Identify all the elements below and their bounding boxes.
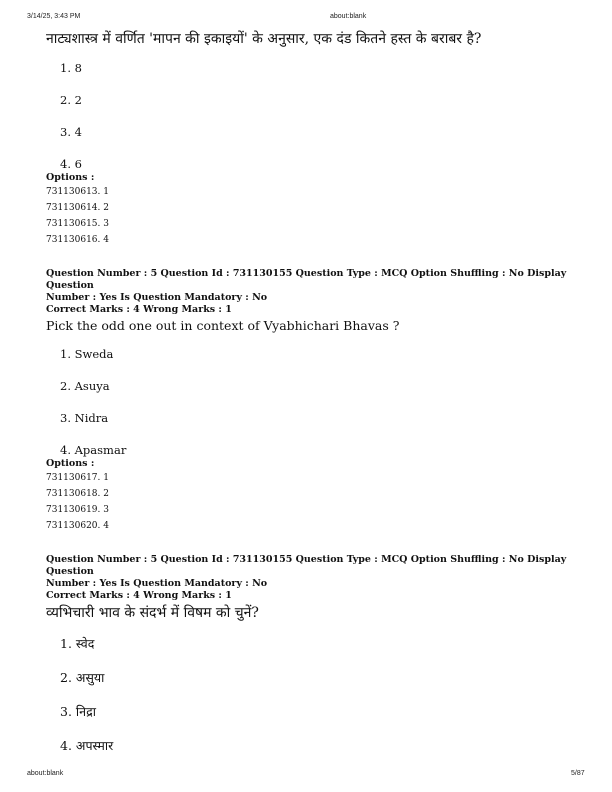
question-text-hindi-1: नाट्यशास्त्र में वर्णित 'मापन की इकाइयों' के अनुसार, एक दंड कितने हस्त के बराबर है? bbox=[46, 31, 482, 47]
option-id-1: 731130617. 1 bbox=[46, 473, 109, 483]
option-4: 4. 6 bbox=[60, 157, 82, 171]
option-2: 2. 2 bbox=[60, 93, 82, 107]
page-content bbox=[46, 29, 576, 754]
page-number: 5/87 bbox=[571, 770, 585, 777]
option-1: 1. 8 bbox=[60, 61, 82, 75]
option-3: 3. Nidra bbox=[60, 411, 109, 425]
question-meta: Question Number : 5 Question Id : 731130155 Question Type : MCQ Option Shuffling : No Display Question bbox=[46, 268, 567, 291]
option-id-2: 731130618. 2 bbox=[46, 489, 109, 499]
option-id-1: 731130613. 1 bbox=[46, 187, 109, 197]
option-2: 2. Asuya bbox=[60, 379, 110, 393]
options-label: Options : bbox=[46, 172, 95, 183]
marks-info: Correct Marks : 4 Wrong Marks : 1 bbox=[46, 304, 232, 315]
option-3: 3. निद्रा bbox=[60, 704, 96, 719]
option-4: 4. Apasmar bbox=[60, 443, 127, 457]
question-meta-cont: Number : Yes Is Question Mandatory : No bbox=[46, 292, 268, 303]
options-label: Options : bbox=[46, 458, 95, 469]
question-text-hindi-2: व्यभिचारी भाव के संदर्भ में विषम को चुनें? bbox=[46, 605, 259, 621]
option-id-3: 731130619. 3 bbox=[46, 505, 109, 515]
option-1: 1. Sweda bbox=[60, 347, 114, 361]
option-id-4: 731130616. 4 bbox=[46, 235, 109, 245]
print-url-footer: about:blank bbox=[27, 770, 64, 777]
question-meta: Question Number : 5 Question Id : 731130155 Question Type : MCQ Option Shuffling : No Display Question bbox=[46, 554, 567, 577]
print-datetime: 3/14/25, 3:43 PM bbox=[27, 13, 81, 20]
option-3: 3. 4 bbox=[60, 125, 82, 139]
option-1: 1. स्वेद bbox=[60, 636, 95, 651]
question-meta-cont: Number : Yes Is Question Mandatory : No bbox=[46, 578, 268, 589]
marks-info: Correct Marks : 4 Wrong Marks : 1 bbox=[46, 590, 232, 601]
option-4: 4. अपस्मार bbox=[60, 738, 114, 753]
question-text-english: Pick the odd one out in context of Vyabhichari Bhavas ? bbox=[46, 318, 400, 333]
option-id-2: 731130614. 2 bbox=[46, 203, 109, 213]
option-id-4: 731130620. 4 bbox=[46, 521, 109, 531]
print-url-header: about:blank bbox=[330, 13, 367, 20]
option-id-3: 731130615. 3 bbox=[46, 219, 109, 229]
option-2: 2. असुया bbox=[60, 670, 105, 685]
